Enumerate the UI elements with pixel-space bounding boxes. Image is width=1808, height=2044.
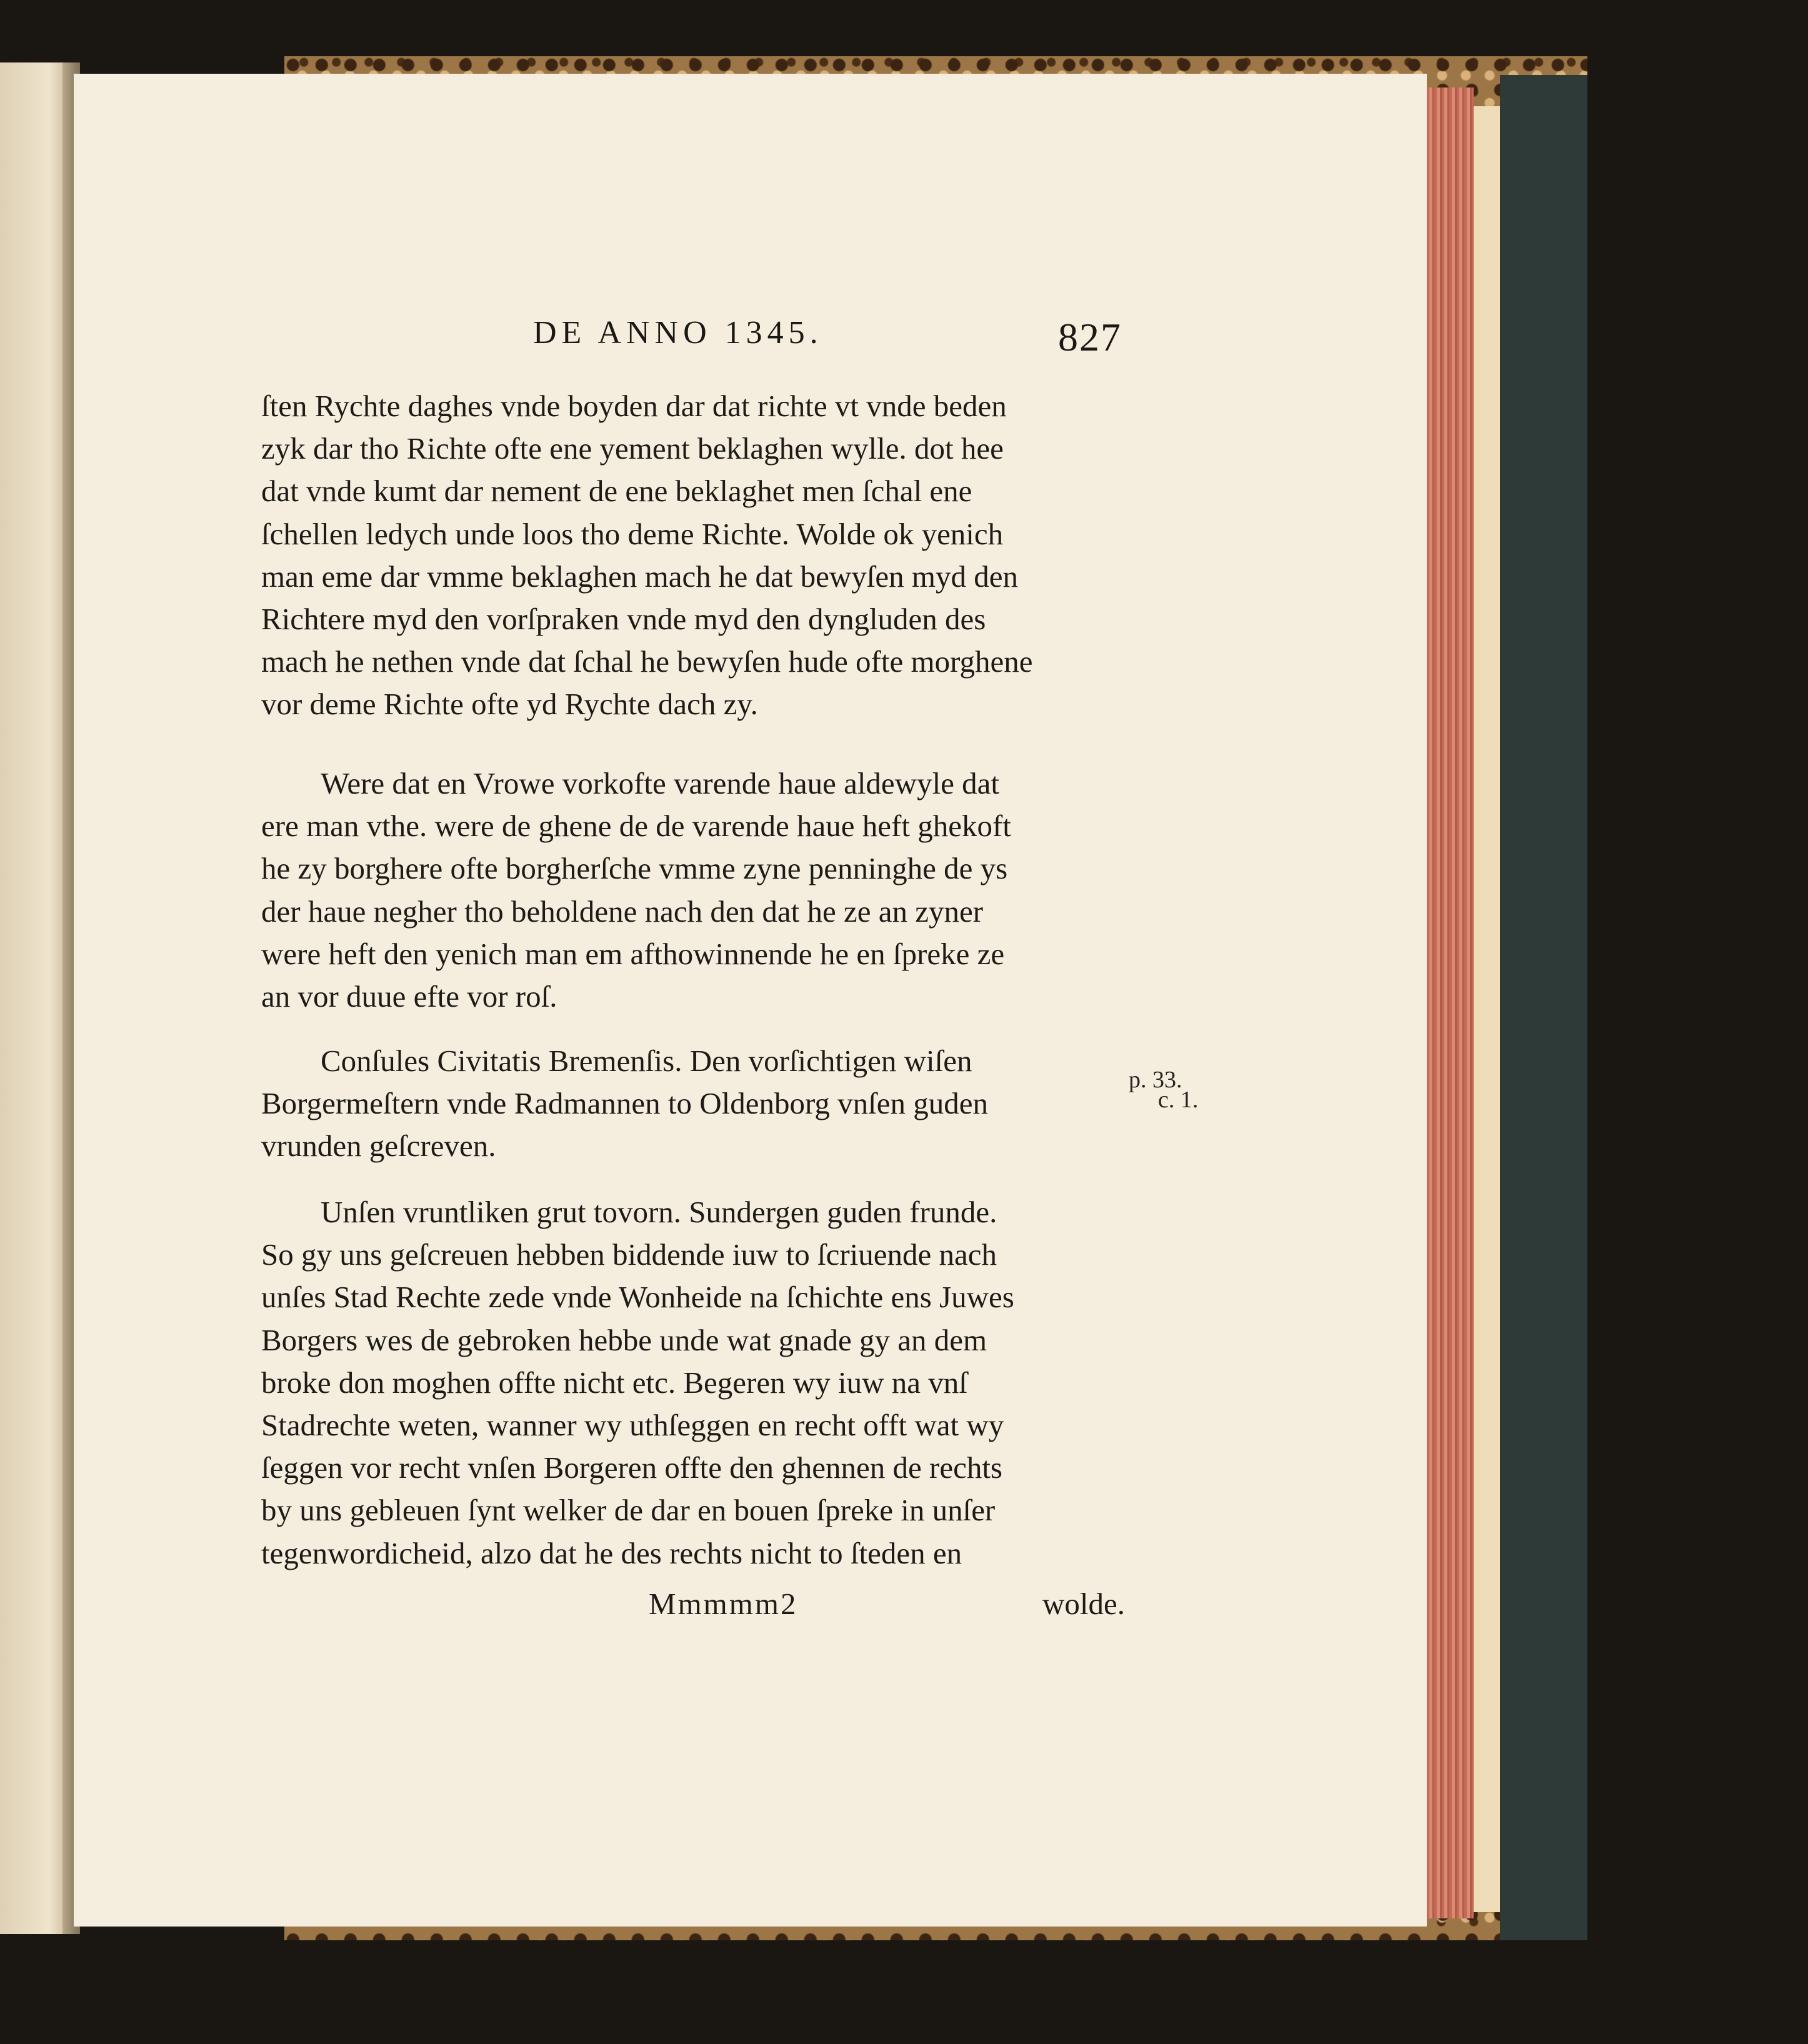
text-line: ſeggen vor recht vnſen Borgeren offte den ghennen de rechts [261,1450,1003,1485]
text-line: Stadrechte weten, wanner wy uthſeggen en recht offt wat wy [261,1407,1004,1442]
text-line: Richtere myd den vorſpraken vnde myd den dyngluden des [261,601,986,636]
text-line: were heft den yenich man em afthowinnende he en ſpreke ze [261,936,1005,971]
paragraph-1 [261,385,1125,726]
text-line: der haue negher tho beholdene nach den dat he ze an zyner [261,894,984,929]
text-line: So gy uns geſcreuen hebben biddende iuw to ſcriuende nach [261,1237,997,1272]
text-line: unſes Stad Rechte zede vnde Wonheide na ſchichte ens Juwes [261,1280,1014,1315]
paragraph-2 [261,762,1125,1018]
text-line: Borgermeſtern vnde Radmannen to Oldenborg vnſen guden [261,1086,989,1121]
margin-note-page-ref: p. 33. [1129,1067,1182,1093]
running-head: DE ANNO 1345. [533,315,823,351]
red-page-edges [1427,87,1474,1918]
text-line: man eme dar vmme beklaghen mach he dat bewyſen myd den [261,559,1018,594]
left-page-edge [0,62,70,1934]
signature-mark: Mmmmm2 [649,1587,798,1621]
text-line: dat vnde kumt dar nement de ene beklaghet men ſchal ene [261,474,972,509]
text-line: Unſen vruntliken grut tovorn. Sundergen guden frunde. [321,1195,997,1229]
text-line: by uns gebleuen ſynt welker de dar en bouen ſpreke in unſer [261,1493,996,1528]
page-edge-block [1474,106,1500,1912]
text-line: broke don moghen offte nicht etc. Begeren wy iuw na vnſ [261,1365,967,1400]
catchword: wolde. [1042,1587,1125,1621]
cover-board-edge [1500,75,1587,1940]
text-line: tegenwordicheid, alzo dat he des rechts nicht to ſteden en [261,1535,962,1570]
text-line: he zy borghere ofte borgherſche vmme zyne penninghe de ys [261,851,1008,886]
paragraph-3 [261,1040,1125,1168]
page-footer [261,1586,1125,1626]
text-line: vor deme Richte ofte yd Rychte dach zy. [261,687,758,722]
margin-note-chapter-ref: c. 1. [1158,1087,1199,1113]
text-line: ſchellen ledych unde loos tho deme Richte. Wolde ok yenich [261,516,1004,551]
text-line: Borgers wes de gebroken hebbe unde wat gnade gy an dem [261,1322,987,1357]
paragraph-4 [261,1191,1125,1575]
page-header [74,314,1427,364]
text-line: mach he nethen vnde dat ſchal he bewyſen hude ofte morghene [261,644,1033,679]
book-page [74,74,1427,1927]
text-line: Conſules Civitatis Bremenſis. Den vorſichtigen wiſen [321,1044,972,1078]
page-number: 827 [1058,315,1122,359]
text-line: vrunden geſcreven. [261,1129,496,1164]
text-line: ere man vthe. were de ghene de de varende haue heft ghekoft [261,809,1011,844]
text-line: ſten Rychte daghes vnde boyden dar dat richte vt vnde beden [261,389,1007,423]
text-line: zyk dar tho Richte ofte ene yement beklaghen wylle. dot hee [261,431,1004,466]
text-line: Were dat en Vrowe vorkofte varende haue aldewyle dat [321,766,1000,800]
text-line: an vor duue efte vor roſ. [261,979,557,1014]
